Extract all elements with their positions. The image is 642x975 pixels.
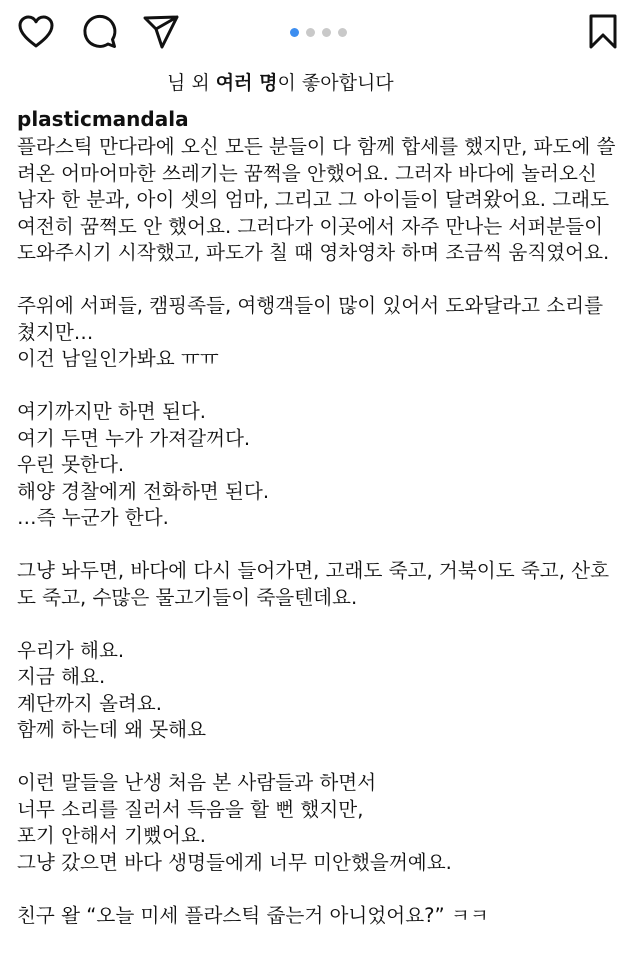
caption-line: 남자 한 분과, 아이 셋의 엄마, 그리고 그 아이들이 달려왔어요. 그래도: [17, 188, 610, 211]
caption-line: 이런 말들을 난생 처음 본 사람들과 하면서: [17, 771, 377, 794]
post-username[interactable]: plasticmandala: [17, 107, 189, 131]
caption-line: 플라스틱 만다라에 오신 모든 분들이 다 함께 합세를 했지만, 파도에 쓸: [17, 135, 616, 158]
caption-paragraph: [17, 770, 632, 876]
caption-line: 계단까지 올려요.: [17, 691, 162, 715]
caption-line: 우린 못한다.: [17, 453, 125, 476]
caption-line: 여기까지만 하면 된다.: [17, 400, 207, 423]
caption-line: 함께 하는데 왜 못해요: [17, 718, 207, 741]
caption-paragraph: [17, 293, 632, 373]
likes-prefix: 님 외: [167, 72, 216, 94]
caption-line: 주위에 서퍼들, 캠핑족들, 여행객들이 많이 있어서 도와달라고 소리를: [17, 294, 604, 317]
caption-line: 쳤지만…: [17, 320, 94, 344]
caption-paragraph: [17, 399, 632, 532]
caption-line: 그냥 갔으면 바다 생명들에게 너무 미안했을꺼예요.: [17, 850, 452, 874]
caption-line: 려온 어마어마한 쓰레기는 꿈쩍을 안했어요. 그러자 바다에 놀러오신: [17, 161, 597, 185]
post-caption: [17, 106, 632, 956]
carousel-dot: [322, 28, 331, 37]
caption-body: [17, 134, 632, 929]
carousel-indicator: [290, 26, 347, 38]
caption-paragraph: [17, 134, 632, 267]
carousel-dot: [290, 28, 299, 37]
caption-line: 도와주시기 시작했고, 파도가 칠 때 영차영차 하며 조금씩 움직였어요.: [17, 241, 610, 264]
caption-paragraph: [17, 903, 632, 930]
caption-line: 도 죽고, 수많은 물고기들이 죽을텐데요.: [17, 585, 358, 609]
caption-line: 그냥 놔두면, 바다에 다시 들어가면, 고래도 죽고, 거북이도 죽고, 산호: [17, 559, 610, 582]
post-action-bar: [0, 0, 642, 62]
caption-line: 해양 경찰에게 전화하면 된다.: [17, 479, 270, 503]
caption-line: 우리가 해요.: [17, 638, 125, 662]
caption-line: 포기 안해서 기뻤어요.: [17, 824, 207, 847]
carousel-dot: [306, 28, 315, 37]
share-icon[interactable]: [141, 12, 181, 52]
caption-line: 지금 해요.: [17, 665, 106, 688]
carousel-dot: [338, 28, 347, 37]
likes-others[interactable]: 여러 명: [215, 72, 278, 94]
bookmark-icon[interactable]: [587, 12, 619, 52]
caption-paragraph: [17, 638, 632, 744]
comment-icon[interactable]: [79, 12, 119, 52]
caption-line: …즉 누군가 한다.: [17, 506, 169, 529]
caption-line: 너무 소리를 질러서 득음을 할 뻔 했지만,: [17, 797, 364, 821]
likes-suffix: 이 좋아합니다: [277, 72, 394, 94]
heart-icon[interactable]: [16, 12, 56, 52]
caption-line: 이건 남일인가봐요 ㅠㅠ: [17, 347, 219, 370]
caption-paragraph: [17, 558, 632, 611]
caption-line: 친구 왈 “오늘 미세 플라스틱 줍는거 아니었어요?” ㅋㅋ: [17, 903, 489, 927]
caption-line: 여전히 꿈쩍도 안 했어요. 그러다가 이곳에서 자주 만나는 서퍼분들이: [17, 214, 604, 238]
caption-line: 여기 두면 누가 가져갈꺼다.: [17, 426, 251, 450]
likes-summary[interactable]: [167, 70, 394, 96]
